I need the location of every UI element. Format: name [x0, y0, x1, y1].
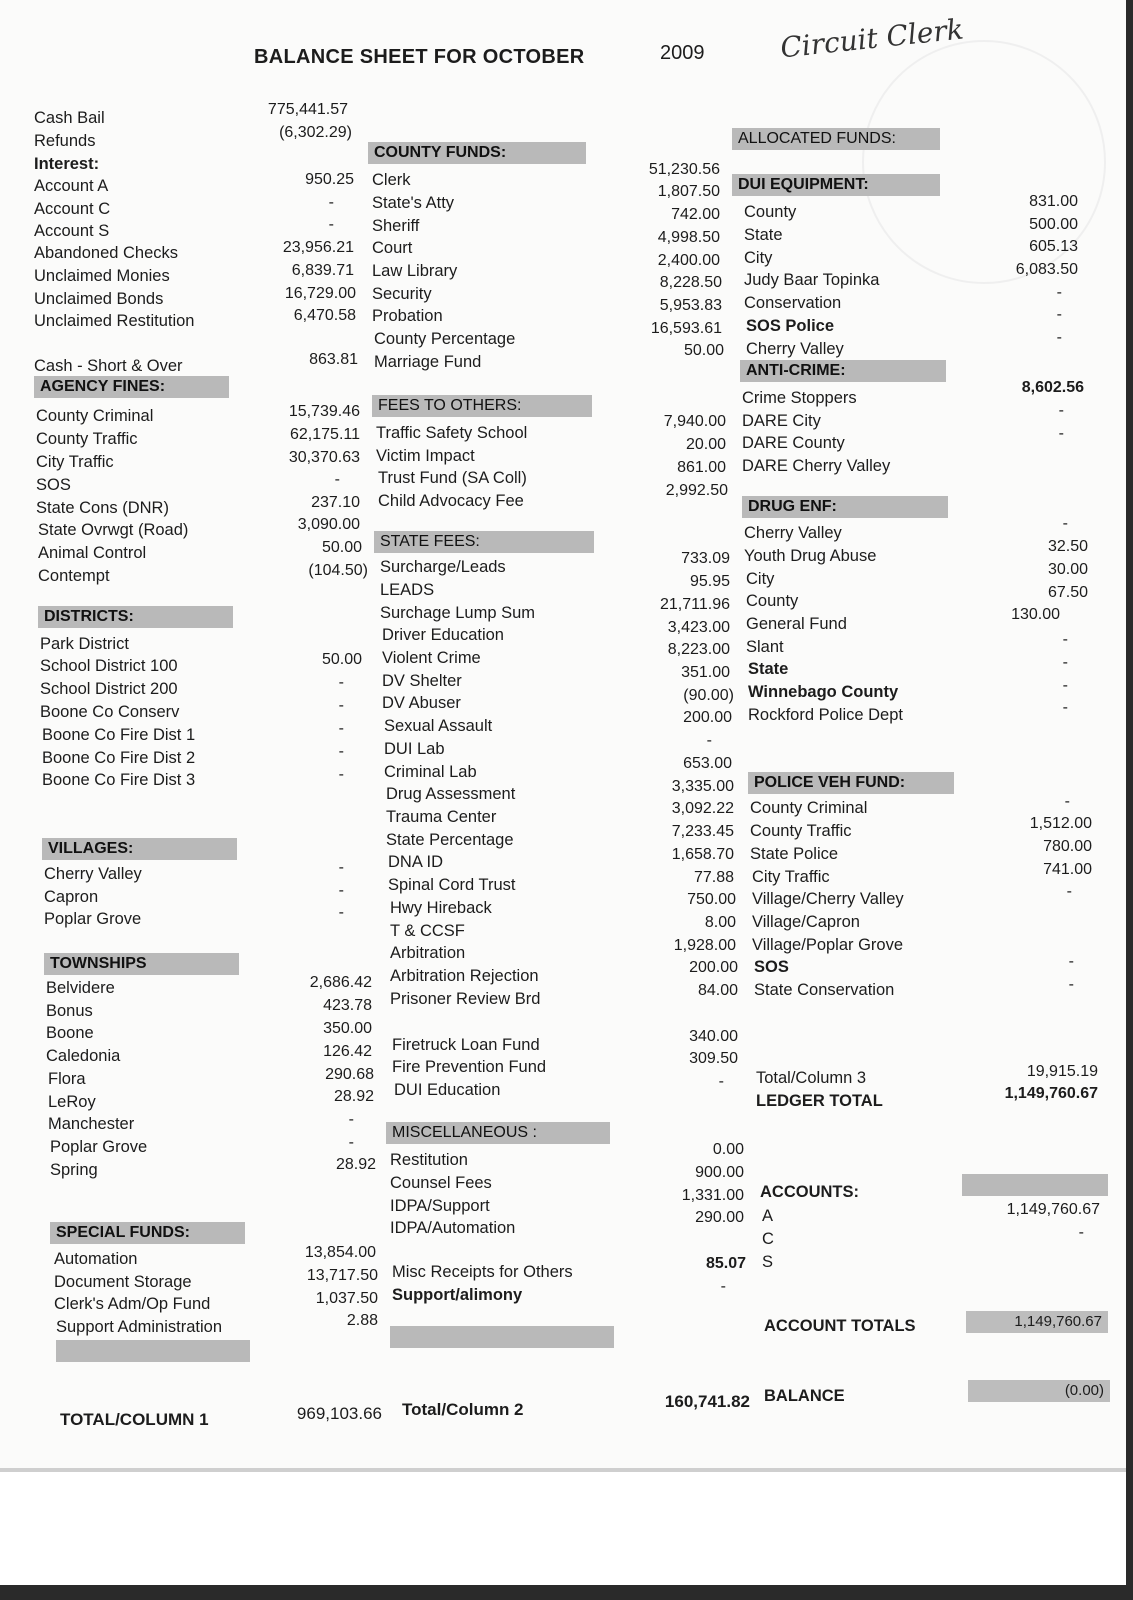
row-value: -: [338, 720, 344, 737]
support-alimony-value: -: [720, 1278, 726, 1295]
row-label: County Criminal: [36, 407, 154, 425]
row-value: 0.00: [712, 1141, 744, 1158]
row-value: 7,940.00: [663, 413, 726, 430]
row-value: -: [338, 882, 344, 899]
row-label: Surcharge/Leads: [380, 558, 506, 576]
row-label: Account C: [34, 200, 111, 218]
total-column-1-value: 969,103.66: [296, 1404, 382, 1423]
row-label: General Fund: [746, 615, 847, 633]
row-value: 863.81: [309, 351, 358, 368]
row-label: Counsel Fees: [390, 1174, 492, 1192]
row-label: State Ovrwgt (Road): [38, 521, 189, 539]
row-label: Animal Control: [38, 544, 147, 562]
row-value: -: [1062, 631, 1068, 648]
row-value: -: [348, 1111, 354, 1128]
row-label: Village/Poplar Grove: [752, 936, 904, 954]
row-label: Violent Crime: [382, 649, 481, 667]
row-value: -: [338, 743, 344, 760]
scanner-edge-right: [1126, 0, 1133, 1600]
row-label: School District 100: [40, 657, 178, 675]
row-value: 750.00: [687, 891, 736, 908]
row-label: Boone Co Fire Dist 2: [42, 749, 196, 767]
row-value: 8,223.00: [667, 641, 730, 658]
row-value: 340.00: [689, 1028, 738, 1045]
total-column-3-label: Total/Column 3: [756, 1069, 867, 1087]
row-label: Contempt: [38, 567, 110, 585]
row-value: -: [718, 1073, 724, 1090]
row-value: 1,658.70: [671, 846, 734, 863]
row-value: 775,441.57: [267, 101, 348, 118]
row-value: 1,928.00: [673, 937, 736, 954]
row-label: Cash Bail: [34, 109, 105, 127]
row-value: -: [706, 732, 712, 749]
row-value: 5,953.83: [659, 297, 722, 314]
row-label: Child Advocacy Fee: [378, 492, 524, 510]
row-label: T & CCSF: [390, 922, 465, 940]
row-label: Boone: [46, 1024, 94, 1042]
balance-label: BALANCE: [764, 1387, 845, 1405]
allocated-funds-header: ALLOCATED FUNDS:: [732, 128, 940, 150]
row-value: 653.00: [683, 755, 732, 772]
page-edge-shadow: [0, 1468, 1133, 1472]
row-label: Winnebago County: [748, 683, 899, 701]
row-label: County Traffic: [36, 430, 138, 448]
handwritten-annotation: Circuit Clerk: [778, 12, 966, 65]
row-label: Clerk: [372, 171, 411, 189]
row-label: Marriage Fund: [374, 353, 482, 371]
row-label: Boone Co Fire Dist 3: [42, 771, 196, 789]
row-value: 30.00: [1047, 561, 1088, 578]
gray-bar: [56, 1340, 250, 1362]
row-label: Law Library: [372, 262, 458, 280]
misc-receipts-value: 85.07: [705, 1255, 746, 1272]
row-value: 200.00: [689, 959, 738, 976]
row-label: Cash - Short & Over: [34, 357, 183, 375]
row-value: -: [1062, 515, 1068, 532]
row-label: Bonus: [46, 1002, 93, 1020]
row-value: 3,090.00: [297, 516, 360, 533]
page-year: 2009: [660, 42, 705, 64]
row-label: DARE County: [742, 434, 845, 452]
row-label: Surchage Lump Sum: [380, 604, 536, 622]
row-value: 900.00: [695, 1164, 744, 1181]
row-value: 62,175.11: [290, 426, 360, 443]
row-value: 28.92: [333, 1088, 374, 1105]
row-label: Trauma Center: [386, 808, 497, 826]
gray-bar: [962, 1174, 1108, 1196]
row-label: SOS: [754, 958, 789, 976]
fees-to-others-header: FEES TO OTHERS:: [372, 395, 592, 417]
row-value: (6,302.29): [279, 124, 352, 141]
gray-bar: [390, 1326, 614, 1348]
row-value: 6,470.58: [293, 307, 356, 324]
row-label: State: [744, 226, 783, 244]
row-value: 4,998.50: [657, 229, 720, 246]
row-value: 831.00: [1029, 193, 1078, 210]
row-label: City Traffic: [752, 868, 830, 886]
row-value: 8,228.50: [659, 274, 722, 291]
row-label: State Conservation: [754, 981, 895, 999]
row-value: 8,602.56: [1021, 379, 1084, 396]
row-value: -: [1068, 953, 1074, 970]
row-value: 500.00: [1029, 216, 1078, 233]
row-label: Sexual Assault: [384, 717, 493, 735]
row-value: -: [338, 674, 344, 691]
row-label: Trust Fund (SA Coll): [378, 469, 527, 487]
row-label: Security: [372, 285, 432, 303]
row-value: 1,037.50: [315, 1290, 378, 1307]
row-value: 6,083.50: [1015, 261, 1078, 278]
row-value: 742.00: [671, 206, 720, 223]
row-label: County Criminal: [750, 799, 868, 817]
row-value: -: [1064, 793, 1070, 810]
row-value: 861.00: [677, 459, 726, 476]
row-value: -: [1058, 425, 1064, 442]
row-value: 733.09: [681, 550, 730, 567]
row-label: City Traffic: [36, 453, 114, 471]
ledger-total-value: 1,149,760.67: [1004, 1085, 1098, 1102]
anti-crime-header: ANTI-CRIME:: [740, 360, 946, 382]
row-label: Cherry Valley: [746, 340, 844, 358]
row-value: -: [334, 471, 340, 488]
row-label: State Police: [750, 845, 839, 863]
row-value: 126.42: [323, 1043, 372, 1060]
row-label: School District 200: [40, 680, 178, 698]
row-value: 2,686.42: [309, 974, 372, 991]
row-label: Slant: [746, 638, 784, 656]
row-label: DARE Cherry Valley: [742, 457, 891, 475]
row-label: DUI Education: [394, 1081, 501, 1099]
row-label: SOS: [36, 476, 71, 494]
row-label: Arbitration: [390, 944, 466, 962]
row-value: 16,729.00: [284, 285, 356, 302]
row-label: Clerk's Adm/Op Fund: [54, 1295, 211, 1313]
townships-header: TOWNSHIPS: [44, 953, 239, 975]
row-label: State's Atty: [372, 194, 455, 212]
row-label: Unclaimed Monies: [34, 267, 170, 285]
row-label: Flora: [48, 1070, 86, 1088]
row-label: Conservation: [744, 294, 842, 312]
row-label: Unclaimed Restitution: [34, 312, 195, 330]
row-value: 605.13: [1029, 238, 1078, 255]
row-label: DARE City: [742, 412, 821, 430]
dui-equipment-header: DUI EQUIPMENT:: [732, 174, 940, 196]
villages-header: VILLAGES:: [42, 838, 237, 860]
agency-fines-header: AGENCY FINES:: [34, 376, 229, 398]
row-label: Drug Assessment: [386, 785, 516, 803]
row-value: 15,739.46: [288, 403, 360, 420]
row-value: -: [1056, 329, 1062, 346]
row-label: SOS Police: [746, 317, 835, 335]
row-label: Automation: [54, 1250, 138, 1268]
row-value: 95.95: [689, 573, 730, 590]
row-value: 130.00: [1011, 606, 1060, 623]
row-label: Park District: [40, 635, 129, 653]
row-value: -: [338, 904, 344, 921]
row-label: Court: [372, 239, 413, 257]
drug-enf-header: DRUG ENF:: [742, 496, 948, 518]
misc-receipts-label: Misc Receipts for Others: [392, 1263, 573, 1281]
row-value: -: [328, 194, 334, 211]
row-label: Boone Co Conserv: [40, 703, 180, 721]
row-label: County: [746, 592, 799, 610]
row-label: County Traffic: [750, 822, 852, 840]
row-label: Criminal Lab: [384, 763, 477, 781]
row-label: County Percentage: [374, 330, 516, 348]
row-value: -: [1066, 883, 1072, 900]
row-label: Firetruck Loan Fund: [392, 1036, 540, 1054]
row-label: Sheriff: [372, 217, 420, 235]
row-label: S: [762, 1253, 774, 1271]
row-value: -: [1062, 654, 1068, 671]
row-value: -: [1058, 402, 1064, 419]
account-totals-value: 1,149,760.67: [966, 1311, 1108, 1333]
row-value: -: [1056, 306, 1062, 323]
total-column-3-value: 19,915.19: [1026, 1063, 1098, 1080]
row-label: Account S: [34, 222, 110, 240]
row-value: 290.00: [695, 1209, 744, 1226]
row-label: Village/Cherry Valley: [752, 890, 904, 908]
row-label: Boone Co Fire Dist 1: [42, 726, 196, 744]
row-label: Judy Baar Topinka: [744, 271, 880, 289]
row-value: 16,593.61: [650, 320, 722, 337]
scanner-edge-bottom: [0, 1585, 1133, 1600]
row-value: 50.00: [321, 539, 362, 556]
ledger-total-label: LEDGER TOTAL: [756, 1092, 883, 1110]
row-label: State Percentage: [386, 831, 514, 849]
row-value: 77.88: [693, 869, 734, 886]
row-value: 1,807.50: [657, 183, 720, 200]
row-label: City: [746, 570, 775, 588]
row-label: Interest:: [34, 155, 100, 173]
row-label: Spinal Cord Trust: [388, 876, 516, 894]
row-value: 6,839.71: [291, 262, 354, 279]
row-value: 1,331.00: [681, 1187, 744, 1204]
row-label: Spring: [50, 1161, 98, 1179]
row-value: 3,335.00: [671, 778, 734, 795]
row-label: Caledonia: [46, 1047, 121, 1065]
row-label: Rockford Police Dept: [748, 706, 903, 724]
row-value: 290.68: [325, 1066, 374, 1083]
row-label: Poplar Grove: [44, 910, 142, 928]
row-value: -: [1062, 699, 1068, 716]
row-value: 32.50: [1047, 538, 1088, 555]
row-label: County: [744, 203, 797, 221]
row-label: DUI Lab: [384, 740, 445, 758]
row-value: 21,711.96: [660, 596, 730, 613]
row-value: 50.00: [321, 651, 362, 668]
row-value: 1,149,760.67: [1006, 1201, 1100, 1218]
row-label: Hwy Hireback: [390, 899, 492, 917]
row-value: 3,423.00: [667, 619, 730, 636]
row-label: Unclaimed Bonds: [34, 290, 164, 308]
row-label: Victim Impact: [376, 447, 475, 465]
row-value: -: [338, 766, 344, 783]
row-label: DV Abuser: [382, 694, 461, 712]
row-label: Document Storage: [54, 1273, 192, 1291]
row-value: 780.00: [1043, 838, 1092, 855]
state-fees-header: STATE FEES:: [374, 531, 594, 553]
row-value: 20.00: [685, 436, 726, 453]
total-column-2-label: Total/Column 2: [402, 1400, 524, 1419]
row-value: (104.50): [308, 562, 368, 579]
row-label: Crime Stoppers: [742, 389, 857, 407]
row-value: 51,230.56: [648, 161, 720, 178]
row-value: 84.00: [697, 982, 738, 999]
row-value: -: [1068, 976, 1074, 993]
accounts-label: ACCOUNTS:: [760, 1183, 859, 1201]
row-label: C: [762, 1230, 774, 1248]
row-label: Manchester: [48, 1115, 135, 1133]
row-label: Restitution: [390, 1151, 468, 1169]
row-value: 350.00: [323, 1020, 372, 1037]
row-value: 2,992.50: [665, 482, 728, 499]
row-value: 30,370.63: [288, 449, 360, 466]
row-value: 950.25: [305, 171, 354, 188]
row-value: 3,092.22: [671, 800, 734, 817]
page-title: BALANCE SHEET FOR OCTOBER: [254, 46, 585, 68]
row-value: 423.78: [323, 997, 372, 1014]
account-totals-label: ACCOUNT TOTALS: [764, 1317, 916, 1335]
row-label: IDPA/Automation: [390, 1219, 516, 1237]
row-value: -: [1056, 284, 1062, 301]
row-label: Youth Drug Abuse: [744, 547, 877, 565]
row-value: 741.00: [1043, 861, 1092, 878]
row-label: State Cons (DNR): [36, 499, 169, 517]
row-label: Driver Education: [382, 626, 504, 644]
row-label: Belvidere: [46, 979, 115, 997]
row-label: Village/Capron: [752, 913, 860, 931]
row-label: A: [762, 1207, 774, 1225]
row-label: DNA ID: [388, 853, 444, 871]
row-label: Probation: [372, 307, 443, 325]
row-value: -: [348, 1134, 354, 1151]
row-label: DV Shelter: [382, 672, 462, 690]
row-value: 13,717.50: [306, 1267, 378, 1284]
row-value: -: [1078, 1224, 1084, 1241]
row-label: Abandoned Checks: [34, 244, 179, 262]
row-label: Prisoner Review Brd: [390, 990, 541, 1008]
row-label: Support Administration: [56, 1318, 223, 1336]
row-label: Refunds: [34, 132, 96, 150]
row-value: -: [338, 859, 344, 876]
row-value: 2.88: [346, 1312, 378, 1329]
row-label: Cherry Valley: [44, 865, 142, 883]
row-value: 50.00: [683, 342, 724, 359]
row-label: Arbitration Rejection: [390, 967, 539, 985]
row-label: LEADS: [380, 581, 435, 599]
row-label: Traffic Safety School: [376, 424, 528, 442]
row-value: 13,854.00: [304, 1244, 376, 1261]
row-label: LeRoy: [48, 1093, 96, 1111]
row-value: 2,400.00: [657, 252, 720, 269]
row-value: 67.50: [1047, 584, 1088, 601]
row-value: -: [1062, 677, 1068, 694]
row-value: 7,233.45: [671, 823, 734, 840]
row-label: City: [744, 249, 773, 267]
row-value: 23,956.21: [282, 239, 354, 256]
total-column-2-value: 160,741.82: [664, 1392, 750, 1411]
row-value: -: [328, 216, 334, 233]
row-label: State: [748, 660, 789, 678]
special-funds-header: SPECIAL FUNDS:: [50, 1222, 245, 1244]
row-value: (90.00): [683, 687, 734, 704]
row-value: 8.00: [704, 914, 736, 931]
row-label: Account A: [34, 177, 109, 195]
row-label: Cherry Valley: [744, 524, 842, 542]
row-value: 1,512.00: [1029, 815, 1092, 832]
county-funds-header: COUNTY FUNDS:: [368, 142, 586, 164]
balance-value: (0.00): [968, 1380, 1110, 1402]
row-value: -: [338, 697, 344, 714]
row-value: 237.10: [311, 494, 360, 511]
row-value: 309.50: [689, 1050, 738, 1067]
row-value: 200.00: [683, 709, 732, 726]
support-alimony-label: Support/alimony: [392, 1286, 523, 1304]
row-label: Poplar Grove: [50, 1138, 148, 1156]
police-veh-fund-header: POLICE VEH FUND:: [748, 772, 954, 794]
row-value: 351.00: [681, 664, 730, 681]
row-label: Fire Prevention Fund: [392, 1058, 547, 1076]
row-label: IDPA/Support: [390, 1197, 490, 1215]
districts-header: DISTRICTS:: [38, 606, 233, 628]
row-label: Capron: [44, 888, 99, 906]
miscellaneous-header: MISCELLANEOUS :: [386, 1122, 610, 1144]
total-column-1-label: TOTAL/COLUMN 1: [60, 1410, 209, 1429]
row-value: 28.92: [335, 1156, 376, 1173]
